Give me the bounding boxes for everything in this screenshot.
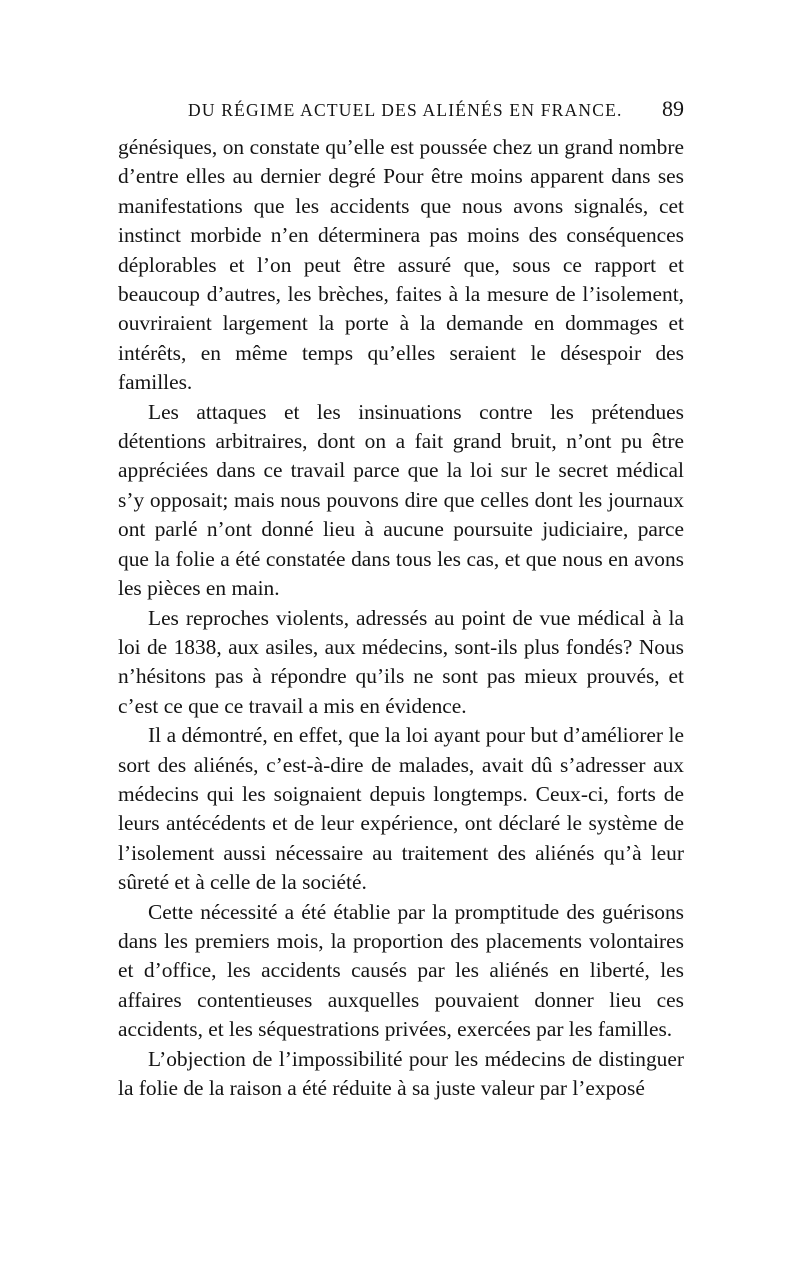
body-text <box>118 133 684 1103</box>
running-title: DU RÉGIME ACTUEL DES ALIÉNÉS EN FRANCE. <box>188 100 623 120</box>
paragraph: Il a démontré, en effet, que la loi ayant pour but d’améliorer le sort des aliénés, c’est-à-dire de malades, avait dû s’adresser aux médecins qui les soignaient depuis longtemps. Ceux-ci, forts de leurs antécédents et de leur expérience, ont déclaré le système de l’isolement aussi nécessaire au traitement des aliénés qu’à leur sûreté et à celle de la société. <box>118 723 684 895</box>
paragraph: Les attaques et les insinuations contre les prétendues détentions arbitraires, dont on a fait grand bruit, n’ont pu être appréciées dans ce travail parce que la loi sur le secret médical s’y opposait; mais nous pouvons dire que celles dont les journaux ont parlé n’ont donné lieu à aucune poursuite judiciaire, parce que la folie a été constatée dans tous les cas, et que nous en avons les pièces en main. <box>118 399 684 601</box>
page-number: 89 <box>662 96 684 121</box>
running-head <box>118 98 684 128</box>
paragraph: génésiques, on constate qu’elle est poussée chez un grand nombre d’entre elles au dernier degré Pour être moins apparent dans ses manifestations que les accidents que nous avons signalés, cet instinct morbide n’en déterminera pas moins des conséquences déplorables et l’on peut être assuré que, sous ce rapport et beaucoup d’autres, les brèches, faites à la mesure de l’isolement, ouvriraient largement la porte à la demande en dommages et intérêts, en même temps qu’elles seraient le désespoir des familles. <box>118 135 684 395</box>
paragraph: L’objection de l’impossibilité pour les médecins de distinguer la folie de la raison a été réduite à sa juste valeur par l’exposé <box>118 1046 684 1100</box>
paragraph: Les reproches violents, adressés au point de vue médical à la loi de 1838, aux asiles, aux médecins, sont-ils plus fondés? Nous n’hésitons pas à répondre qu’ils ne sont pas mieux prouvés, et c’est ce que ce travail a mis en évidence. <box>118 605 684 718</box>
paragraph: Cette nécessité a été établie par la promptitude des guérisons dans les premiers mois, la proportion des placements volontaires et d’office, les accidents causés par les aliénés en liberté, les affaires contentieuses auxquelles pouvaient donner lieu ces accidents, et les séquestrations privées, exercées par les familles. <box>118 899 684 1042</box>
